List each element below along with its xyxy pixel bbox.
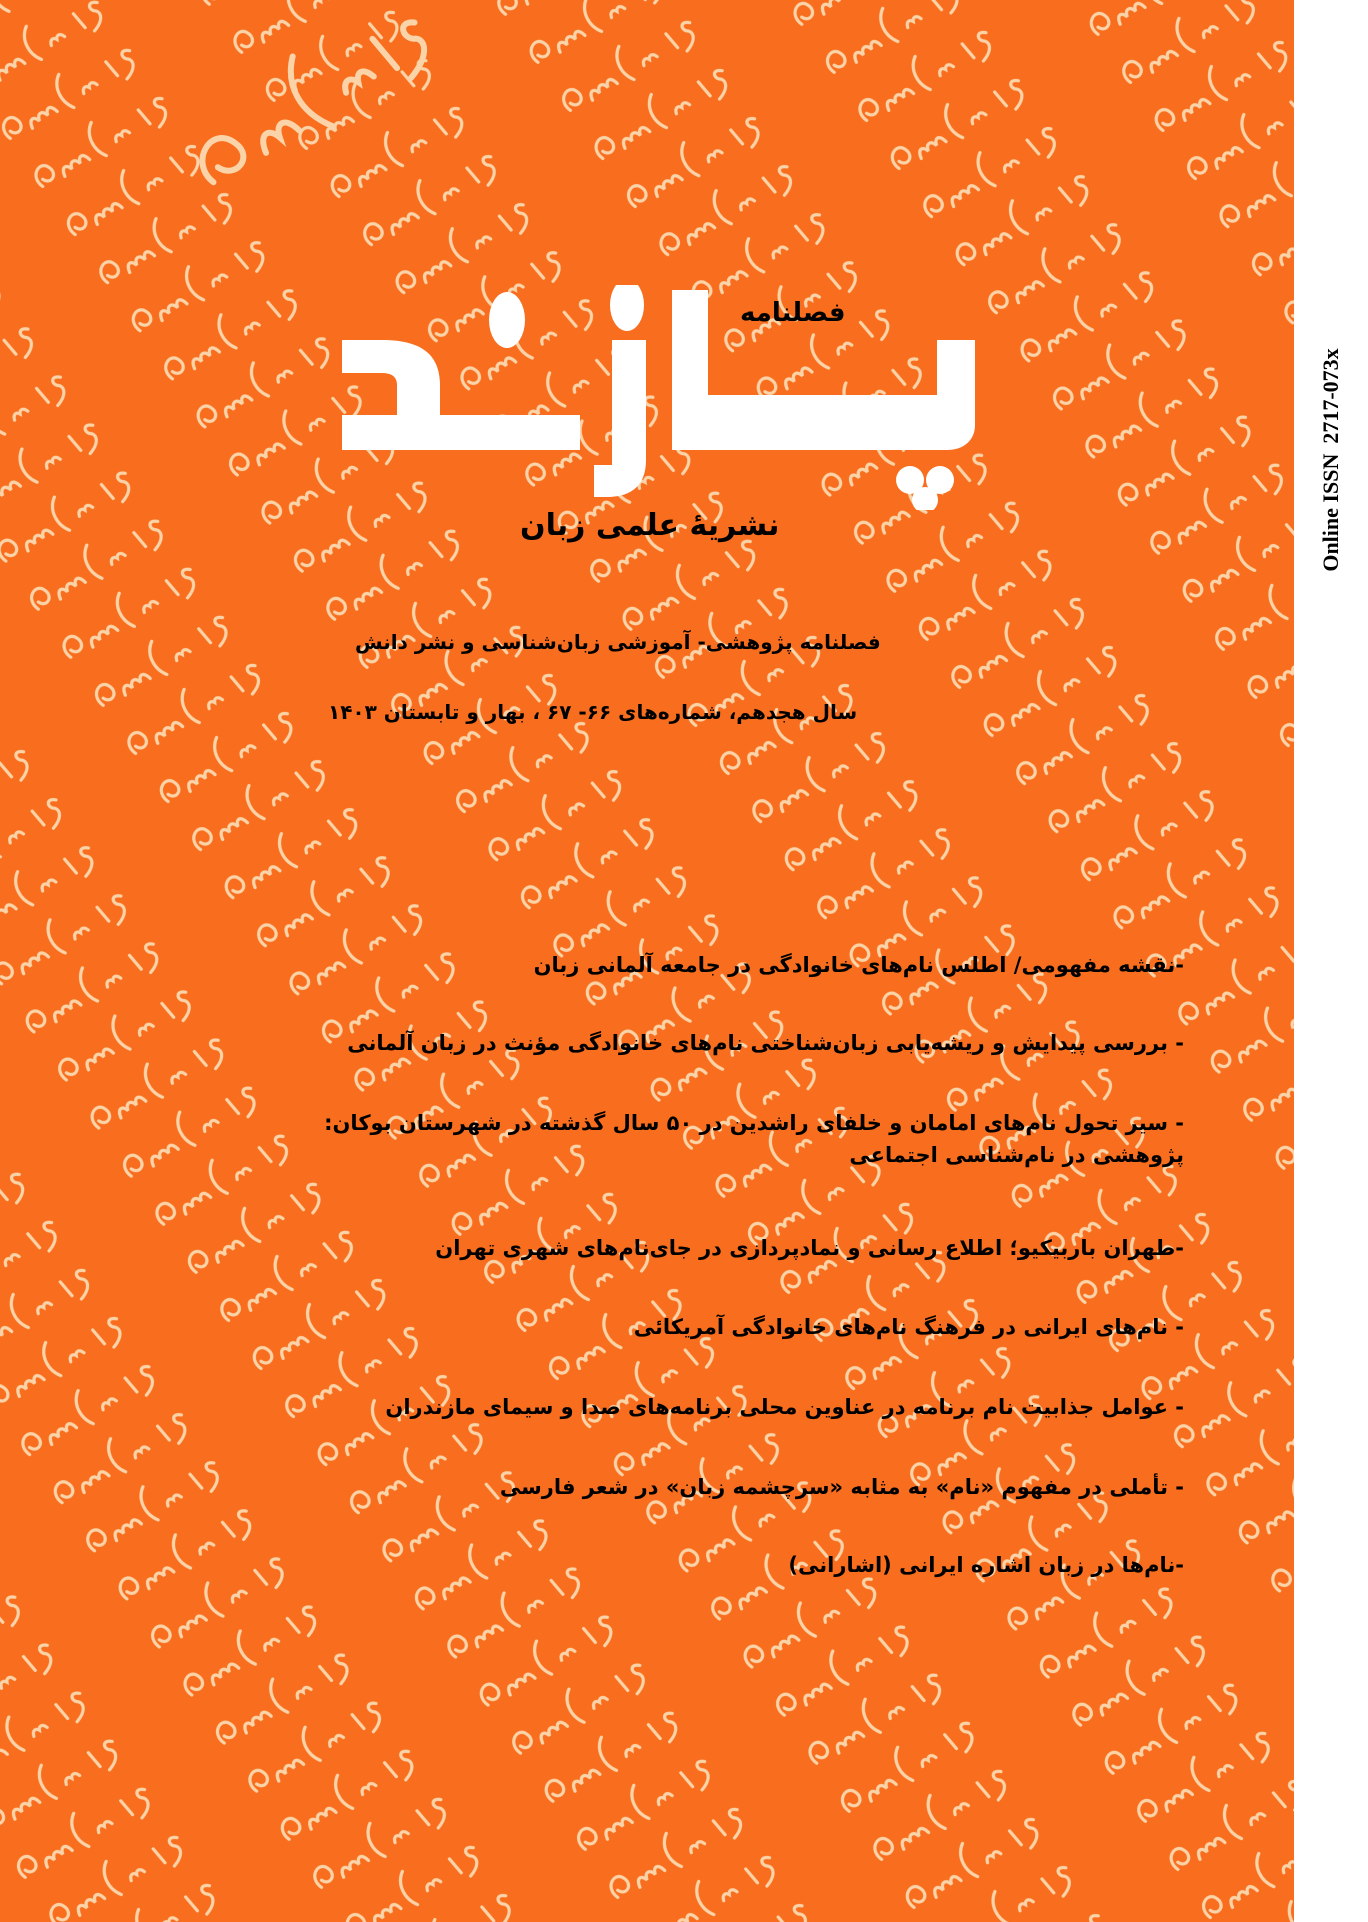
journal-description: فصلنامه پژوهشی- آموزشی زبان‌شناسی و نشر دانش	[355, 630, 881, 654]
kicker-label: فصلنامه	[740, 298, 846, 328]
toc-item: - تأملی در مفهوم «نام» به مثابه «سرچشمه زبان» در شعر فارسی	[499, 1475, 1184, 1499]
side-strip	[1294, 0, 1368, 1922]
issn-number: 2717-073x	[1318, 348, 1343, 444]
toc-item: -نام‌ها در زبان اشاره ایرانی (اشارانی)	[788, 1553, 1184, 1577]
toc-item-continued: پژوهشی در نام‌شناسی اجتماعی	[849, 1143, 1184, 1167]
toc-item: -نقشه مفهومی/ اطلس نام‌های خانوادگی در جامعه آلمانی زبان	[533, 953, 1184, 977]
toc-item: -طهران باربیکیو؛ اطلاع رسانی و نمادپردازی در جای‌نام‌های شهری تهران	[435, 1236, 1184, 1260]
toc-item: - سیر تحول نام‌های امامان و خلفای راشدین در ۵۰ سال گذشته در شهرستان بوکان:	[324, 1111, 1184, 1135]
journal-logo	[342, 285, 982, 510]
subtitle: نشریهٔ علمی زبان	[520, 508, 780, 543]
issn-prefix: Online ISSN	[1318, 453, 1343, 572]
issn-label	[1318, 348, 1344, 571]
toc-item: - نام‌های ایرانی در فرهنگ نام‌های خانوادگی آمریکائی	[633, 1315, 1184, 1339]
toc-item: - بررسی پیدایش و ریشه‌یابی زبان‌شناختی نام‌های خانوادگی مؤنث در زبان آلمانی	[347, 1031, 1184, 1055]
issue-info: سال هجدهم، شماره‌های ۶۶- ۶۷ ، بهار و تابستان ۱۴۰۳	[328, 700, 858, 724]
toc-item: - عوامل جذابیت نام برنامه در عناوین محلی برنامه‌های صدا و سیمای مازندران	[385, 1395, 1184, 1419]
